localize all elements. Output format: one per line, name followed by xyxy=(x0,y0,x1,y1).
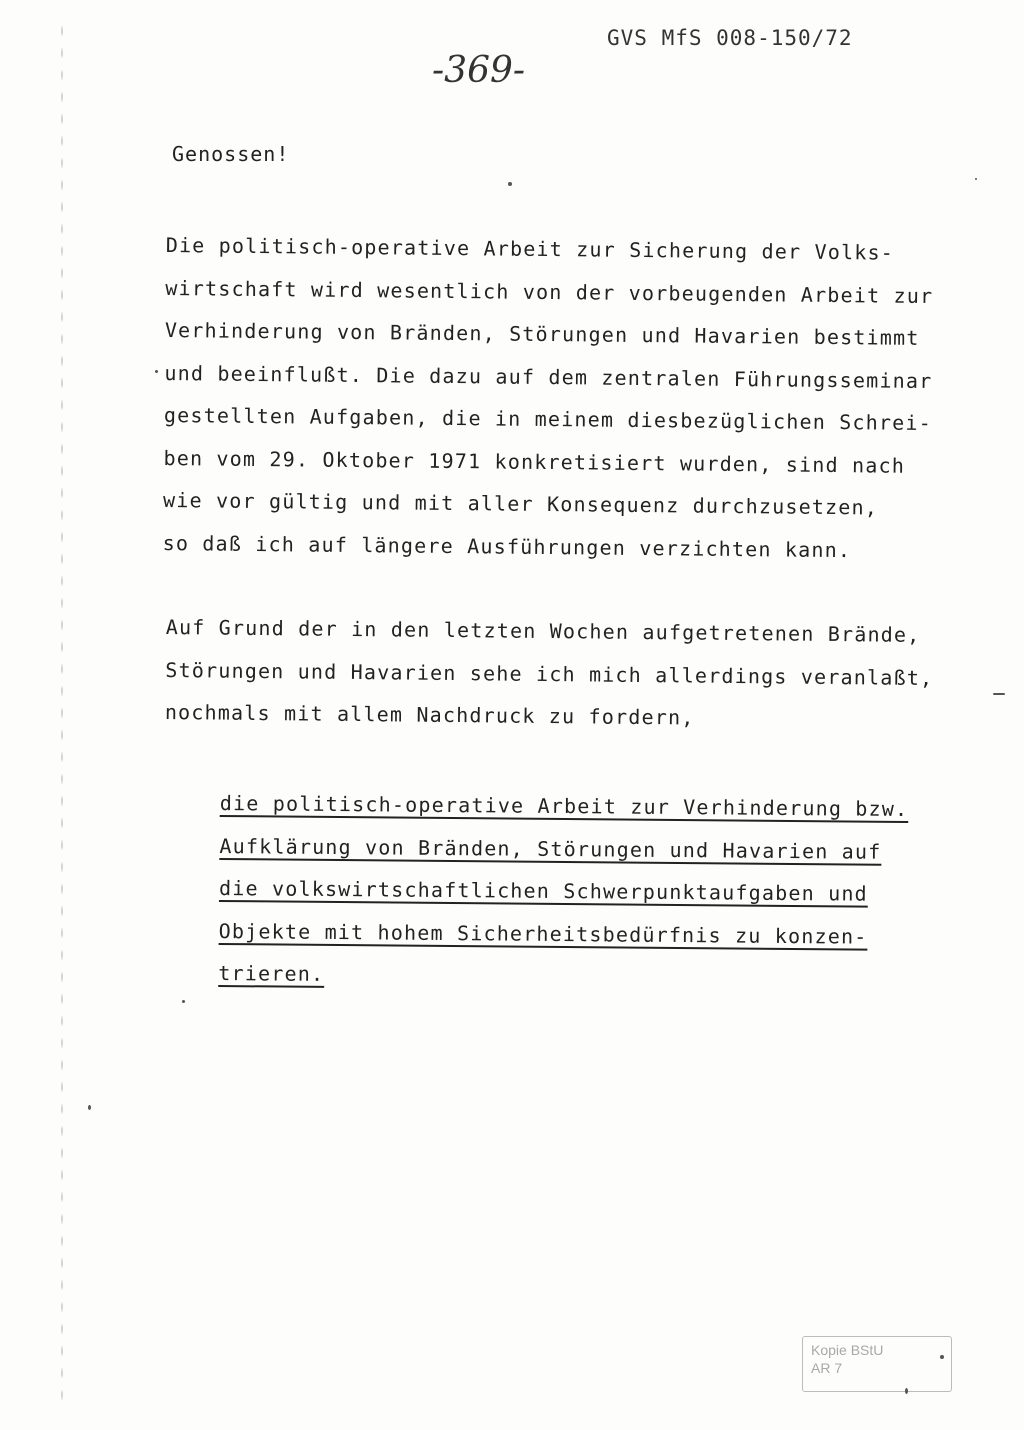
text-line: Störungen und Havarien sehe ich mich allerdings veranlaßt, xyxy=(165,657,934,690)
underlined-line: Objekte mit hohem Sicherheitsbedürfnis zu konzen- xyxy=(218,918,868,949)
ink-speck xyxy=(155,370,158,373)
ink-speck xyxy=(905,1388,908,1394)
underlined-demand xyxy=(218,782,920,1001)
underlined-line: trieren. xyxy=(218,960,325,986)
ink-speck xyxy=(975,178,977,180)
text-line: wie vor gültig und mit aller Konsequenz durchzusetzen, xyxy=(162,487,879,520)
handwritten-page-number: -369- xyxy=(432,50,526,91)
text-line: ben vom 29. Oktober 1971 konkretisiert wurden, sind nach xyxy=(163,445,906,478)
paragraph-1 xyxy=(162,224,934,572)
ink-speck xyxy=(940,1355,944,1359)
stamp-line-2: AR 7 xyxy=(811,1360,843,1376)
stamp-line-1: Kopie BStU xyxy=(811,1342,884,1358)
archive-stamp xyxy=(802,1336,952,1392)
text-line: nochmals mit allem Nachdruck zu fordern, xyxy=(164,699,695,730)
text-line: Auf Grund der in den letzten Wochen aufgetretenen Brände, xyxy=(165,614,921,647)
underlined-line: Aufklärung von Bränden, Störungen und Havarien auf xyxy=(219,833,882,864)
underlined-line: die volkswirtschaftlichen Schwerpunktaufgaben und xyxy=(218,875,868,906)
text-line: wirtschaft wird wesentlich von der vorbeugenden Arbeit zur xyxy=(165,275,934,308)
ink-speck xyxy=(88,1105,91,1110)
text-line: so daß ich auf längere Ausführungen verzichten kann. xyxy=(162,530,852,562)
text-line: und beeinflußt. Die dazu auf dem zentralen Führungsseminar xyxy=(164,360,933,393)
document-reference: GVS MfS 008-150/72 xyxy=(607,26,853,50)
scan-edge-artifact xyxy=(60,20,64,1410)
ink-speck xyxy=(182,1000,185,1003)
underlined-line: die politisch-operative Arbeit zur Verhinderung bzw. xyxy=(219,790,909,822)
text-line: gestellten Aufgaben, die in meinem diesbezüglichen Schrei- xyxy=(163,402,933,436)
ink-speck xyxy=(508,182,512,186)
text-line: Die politisch-operative Arbeit zur Sicherung der Volks- xyxy=(165,232,895,265)
ink-speck xyxy=(993,693,1005,695)
paragraph-2 xyxy=(164,606,934,741)
text-line: Verhinderung von Bränden, Störungen und Havarien bestimmt xyxy=(164,317,920,350)
salutation: Genossen! xyxy=(172,142,290,166)
